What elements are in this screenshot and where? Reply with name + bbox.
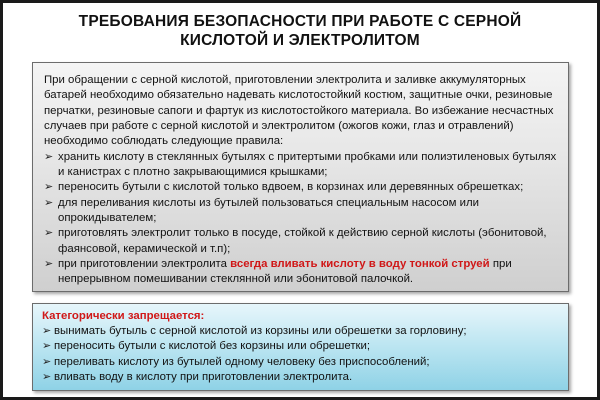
page-title [3, 12, 597, 50]
arrow-bullet-icon: ➢ [44, 150, 54, 163]
prohibited-item [42, 324, 562, 339]
prohibited-text: вливать воду в кислоту при приготовлении электролита. [54, 370, 353, 383]
rule-item [44, 257, 560, 288]
intro-paragraph: При обращении с серной кислотой, приготовлении электролита и заливке аккумуляторных батарей необходимо обязательно надевать кислотостойкий костюм, защитные очки, резиновые перчатки, резиновые сапоги и фартук из кислотостойкого материала. Во избежание несчастных случаев при работе с серной кислотой и электролитом (ожогов кожи, глаз и отравлений) необходимо соблюдать следующие правила: [44, 74, 554, 148]
rule-item [44, 180, 560, 195]
prohibited-item [42, 370, 562, 385]
rule-item [44, 150, 560, 181]
rule-text-before: при приготовлении электролита [58, 258, 231, 271]
prohibited-text: переливать кислоту из бутылей одному человеку без приспособлений; [54, 355, 430, 368]
arrow-bullet-icon: ➢ [42, 370, 52, 383]
arrow-bullet-icon: ➢ [42, 355, 52, 368]
title-line-1: ТРЕБОВАНИЯ БЕЗОПАСНОСТИ ПРИ РАБОТЕ С СЕРНОЙ [78, 13, 522, 30]
prohibited-item [42, 355, 562, 370]
rule-text: переносить бутыли с кислотой только вдвоем, в корзинах или деревянных обрешетках; [58, 181, 524, 194]
arrow-bullet-icon: ➢ [42, 325, 52, 337]
arrow-bullet-icon: ➢ [44, 258, 54, 271]
requirements-panel [32, 62, 569, 292]
prohibited-panel [32, 303, 569, 391]
prohibited-list [42, 324, 562, 385]
arrow-bullet-icon: ➢ [42, 340, 52, 353]
prohibited-item [42, 339, 562, 354]
rule-item [44, 196, 560, 227]
prohibited-text: вынимать бутыль с серной кислотой из корзины или обрешетки за горловину; [54, 325, 467, 337]
title-line-2: КИСЛОТОЙ И ЭЛЕКТРОЛИТОМ [180, 32, 420, 49]
arrow-bullet-icon: ➢ [44, 181, 54, 194]
rule-text: хранить кислоту в стеклянных бутылях с притертыми пробками или полиэтиленовых бутылях и канистрах с плотно закрывающимися крышками; [58, 150, 557, 179]
highlight-warning: всегда вливать кислоту в воду тонкой струей [230, 258, 490, 271]
arrow-bullet-icon: ➢ [44, 227, 54, 240]
rules-list [44, 150, 560, 288]
rule-text: для переливания кислоты из бутылей пользоваться специальным насосом или опрокидывателем; [58, 196, 480, 225]
rule-text: приготовлять электролит только в посуде, стойкой к действию серной кислоты (эбонитовой, фаянсовой, керамической и т.п); [58, 227, 547, 255]
rule-item [44, 226, 560, 257]
poster-sheet [3, 3, 597, 397]
prohibited-title: Категорически запрещается: [42, 310, 205, 322]
rule-text-after: при непрерывном помешивании стеклянной или эбонитовой палочкой. [58, 258, 512, 286]
arrow-bullet-icon: ➢ [44, 196, 54, 209]
requirements-text [44, 73, 560, 288]
prohibited-text: переносить бутыли с кислотой без корзины или обрешетки; [54, 340, 371, 353]
